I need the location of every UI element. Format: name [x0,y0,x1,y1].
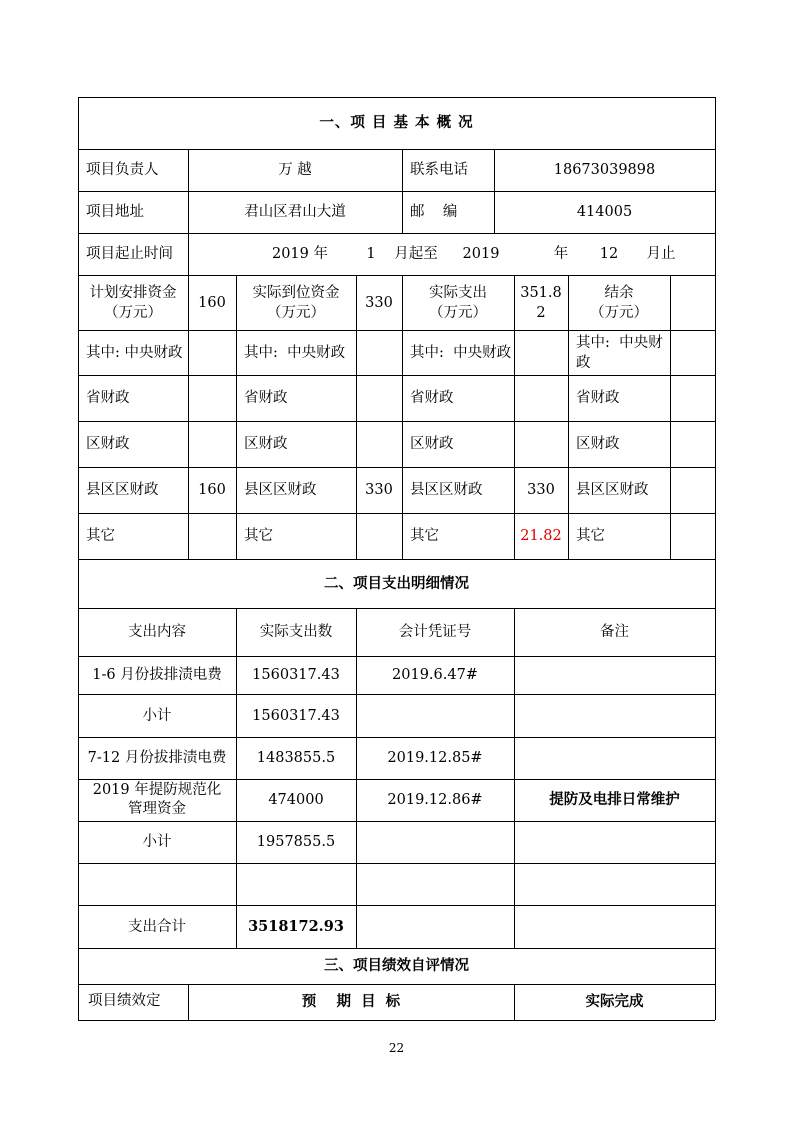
leader-value: 万 越 [278,162,312,178]
central-label-4-line2: 政 [576,354,591,371]
hline [78,149,715,150]
vline [188,149,189,233]
county-value-3: 330 [527,482,555,498]
hline [78,513,715,514]
leader-label: 项目负责人 [86,162,159,178]
spent-value-line1: 351.8 [520,284,562,301]
section-title-evaluation: 三、项目绩效自评情况 [324,957,469,974]
period-end-year: 2019 [462,246,500,262]
evaluation-label: 项目绩效定 [88,993,161,1009]
vline [188,275,189,559]
other-label-2: 其它 [244,528,273,544]
address-value: 君山区君山大道 [244,204,346,220]
evaluation-actual-header: 实际完成 [585,993,644,1010]
vline [236,608,237,948]
expense-row-4-amount: 474000 [268,792,324,808]
expense-row-2-amount: 1560317.43 [252,707,340,724]
period-start-year: 2019 年 [271,246,328,262]
expense-row-4-content-line2: 管理资金 [128,801,186,817]
expense-row-1-amount: 1560317.43 [252,667,340,683]
vline [356,275,357,559]
expense-total-label: 支出合计 [128,918,186,935]
hline [78,233,715,234]
hline [78,1020,715,1021]
period-end-month: 12 [599,246,619,262]
actual-funds-label-line2: （万元） [267,304,325,321]
postcode-value: 414005 [576,204,633,220]
central-label-3: 其中: 中央财政 [410,344,512,361]
hline [78,97,715,98]
expense-row-5-content: 小计 [142,834,172,850]
table-border-right [715,97,716,1020]
central-label-4-line1: 其中: 中央财 [576,334,663,351]
district-label-2: 区财政 [244,436,288,452]
balance-label [568,275,670,330]
hline [78,905,715,906]
district-label-4: 区财政 [576,436,620,452]
expense-row-3-content: 7-12 月份拔排渍电费 [87,750,227,766]
expense-row-2-content: 小计 [142,707,172,724]
vline [236,275,237,559]
balance-value [670,275,715,330]
expense-row-1-content: 1-6 月份拔排渍电费 [92,667,222,683]
vline [402,275,403,559]
spent-label-line2: （万元） [429,304,487,321]
vline [670,275,671,559]
period-start-month: 1 [366,246,376,262]
phone-value: 18673039898 [553,162,656,178]
hline [78,608,715,609]
province-label-1: 省财政 [86,390,130,406]
period-year-unit: 年 [553,246,569,262]
spent-label-line1: 实际支出 [429,284,487,301]
hline [78,948,715,949]
hline [78,421,715,422]
period-end-unit: 月止 [646,246,676,262]
vline [356,608,357,948]
county-label-4: 县区区财政 [576,482,649,498]
expense-header-note: 备注 [600,624,629,640]
evaluation-target-header: 预 期 目 标 [301,993,401,1010]
planned-funds-value: 160 [198,294,226,311]
expense-header-content: 支出内容 [128,624,186,640]
expense-row-4-content [78,779,236,821]
other-label-4: 其它 [576,528,605,544]
province-label-4: 省财政 [576,390,620,406]
postcode-label: 邮 编 [410,204,458,220]
spent-label [402,275,514,330]
vline [514,984,515,1020]
hline [78,863,715,864]
planned-funds-label [78,275,188,330]
actual-funds-value: 330 [365,294,393,311]
vline [494,149,495,233]
spent-value [514,275,568,330]
spent-value-line2: 2 [536,304,546,321]
expense-row-4-voucher: 2019.12.86# [387,792,483,808]
county-label-2: 县区区财政 [244,482,317,498]
address-label: 项目地址 [86,204,144,220]
expense-total-value: 3518172.93 [248,917,344,935]
expense-header-voucher: 会计凭证号 [398,624,472,640]
county-value-2: 330 [365,482,393,498]
other-spent-value: 21.82 [520,528,562,544]
hline [78,821,715,822]
vline [514,608,515,948]
expense-row-5-amount: 1957855.5 [256,834,336,850]
hline [78,330,715,331]
expense-header-amount: 实际支出数 [259,624,333,640]
period-mid: 月起至 [394,246,438,262]
county-label-1: 县区区财政 [86,482,159,498]
expense-row-3-amount: 1483855.5 [256,750,336,766]
central-label-4 [568,330,670,375]
province-label-2: 省财政 [244,390,288,406]
vline [568,275,569,559]
hline [78,779,715,780]
actual-funds-label-line1: 实际到位资金 [252,284,340,301]
expense-row-3-voucher: 2019.12.85# [387,750,483,766]
page-number: 22 [388,1041,405,1055]
phone-label: 联系电话 [410,162,468,178]
vline [402,149,403,233]
district-label-1: 区财政 [86,436,130,452]
planned-funds-label-line1: 计划安排资金 [89,284,177,301]
hline [78,275,715,276]
district-label-3: 区财政 [410,436,454,452]
county-value-1: 160 [198,482,226,498]
central-label-1: 其中: 中央财政 [86,344,183,361]
hline [78,191,715,192]
hline [78,694,715,695]
actual-funds-label [236,275,356,330]
planned-funds-label-line2: （万元） [104,304,162,321]
hline [78,559,715,560]
vline [188,233,189,275]
expense-row-1-voucher: 2019.6.47# [392,667,478,683]
province-label-3: 省财政 [410,390,454,406]
vline [188,984,189,1020]
period-label: 项目起止时间 [86,246,173,262]
other-label-1: 其它 [86,528,115,544]
section-title-basic: 一、项 目 基 本 概 况 [319,114,474,131]
county-label-3: 县区区财政 [410,482,483,498]
central-label-2: 其中: 中央财政 [244,344,346,361]
section-title-expense: 二、项目支出明细情况 [324,574,469,592]
vline [514,275,515,559]
hline [78,656,715,657]
balance-label-line2: （万元） [590,304,648,321]
other-label-3: 其它 [410,528,439,544]
expense-row-4-content-line1: 2019 年提防规范化 [92,782,222,798]
hline [78,737,715,738]
hline [78,467,715,468]
hline [78,984,715,985]
expense-row-4-note: 提防及电排日常维护 [549,791,680,808]
balance-label-line1: 结余 [604,284,634,301]
hline [78,375,715,376]
